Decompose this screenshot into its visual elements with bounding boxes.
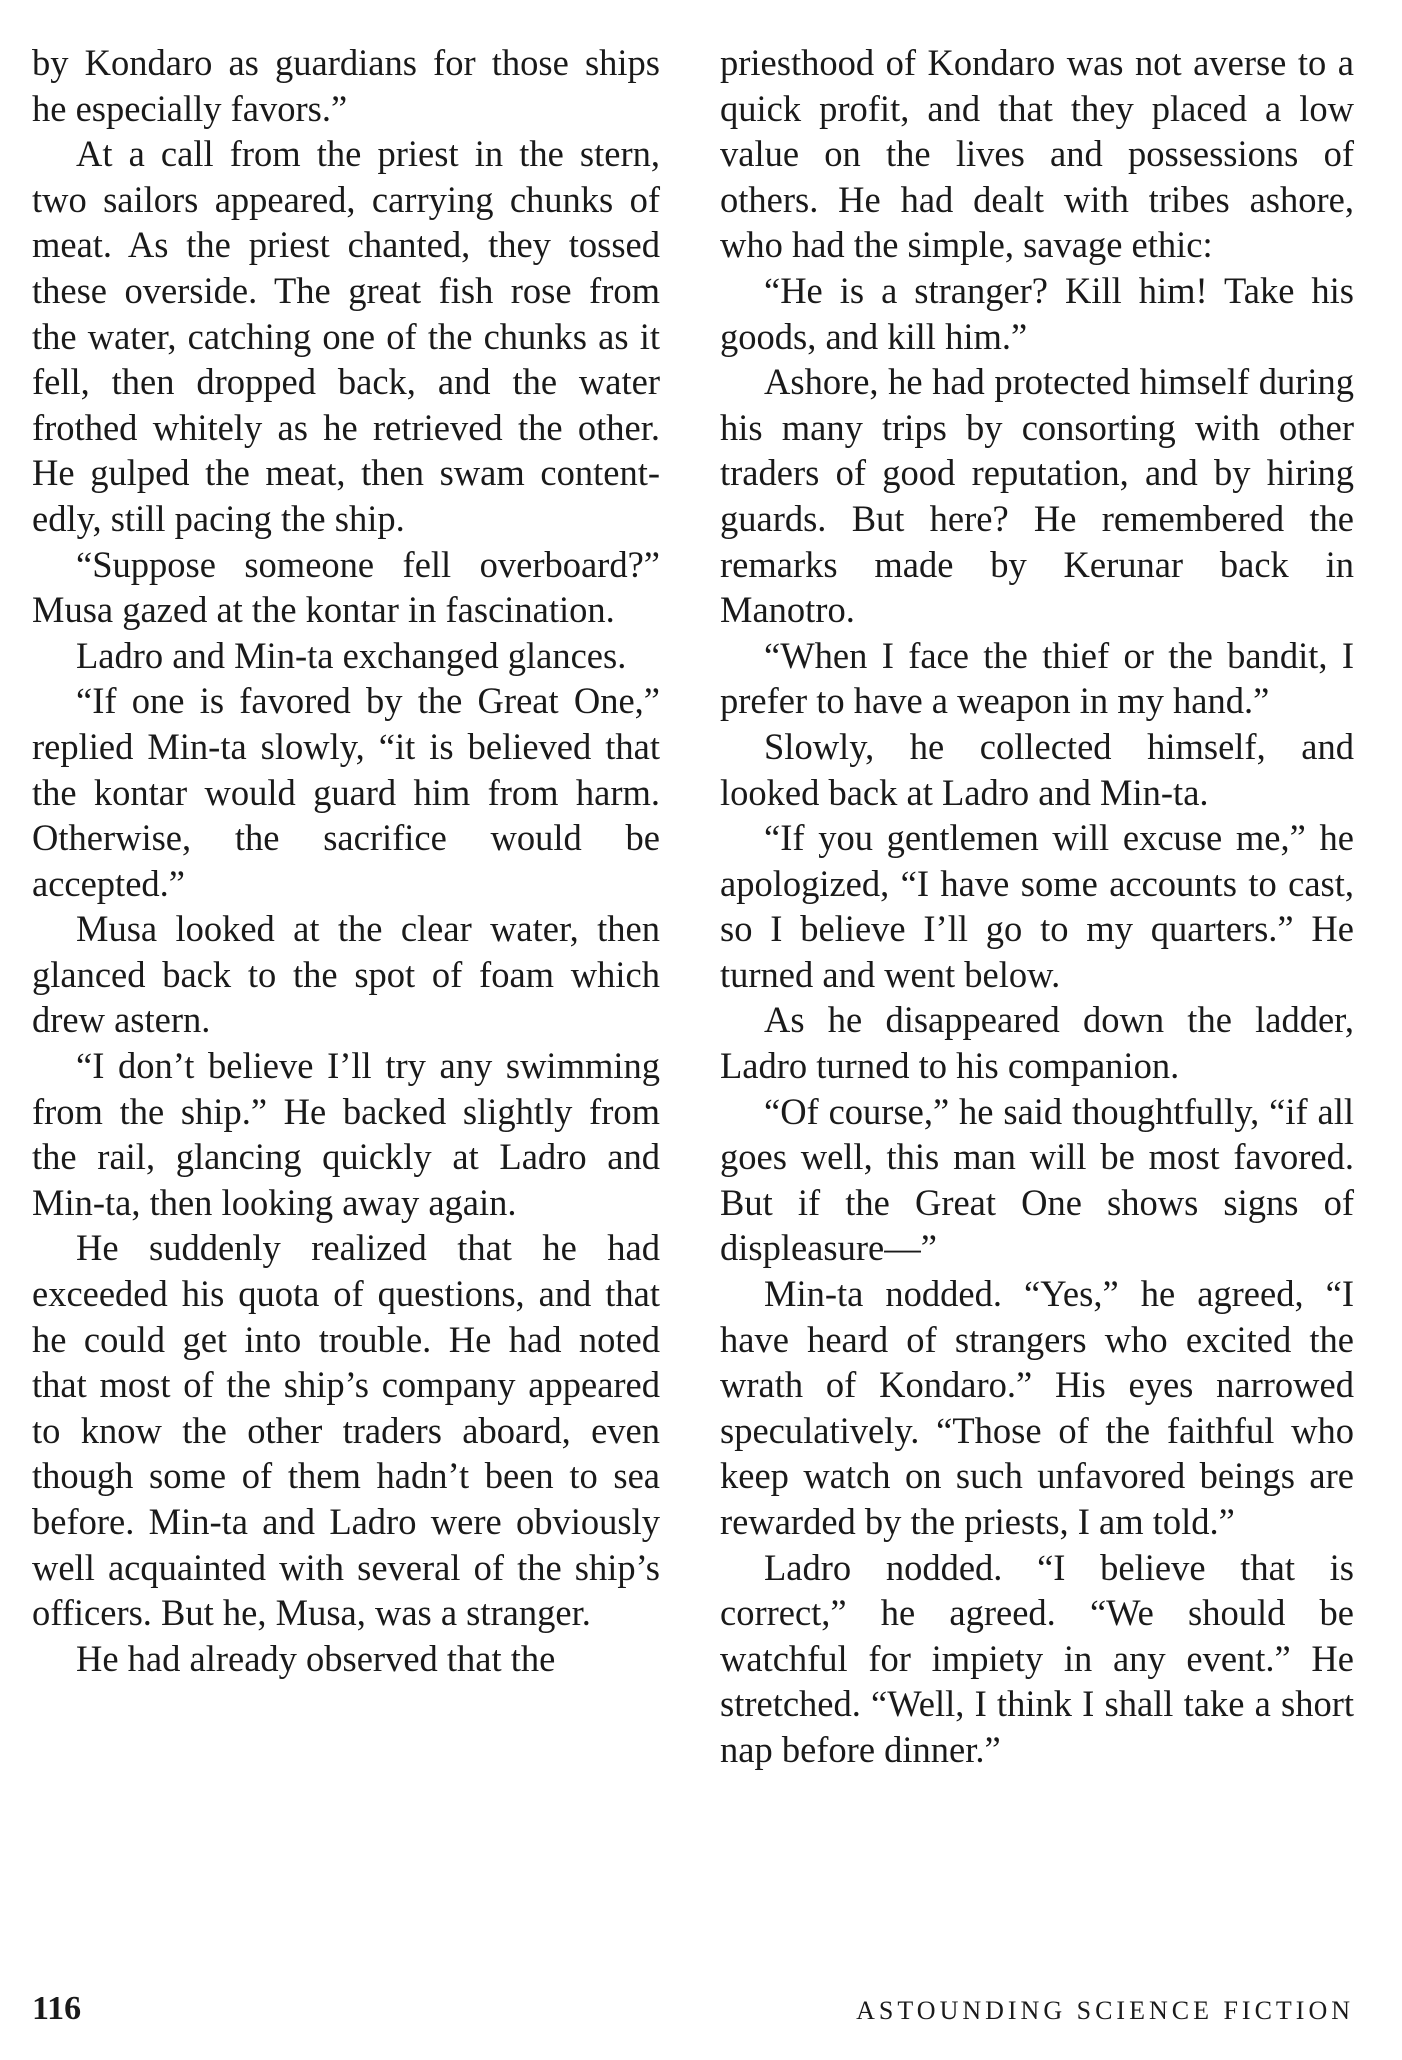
paragraph: “If one is favored by the Great One,” replied Min-ta slowly, “it is believed that the kontar would guard him from harm. Otherwise, the sacrifice would be accepted.” [32, 680, 660, 904]
paragraph: He had already observed that the [76, 1637, 556, 1679]
paragraph: At a call from the priest in the stern, two sailors appeared, carrying chunks of meat. As the priest chanted, they tossed these overside. The great fish rose from the water, catching one of the chunks as it fell, then dropped back, and the water frothed whitely as he retrieved the other. He gulped the meat, then swam contentedly, still pacing the ship. [32, 133, 660, 539]
page-number: 116 [32, 1990, 82, 2027]
paragraph: As he disappeared down the ladder, Ladro turned to his companion. [720, 999, 1354, 1087]
paragraph: Ladro nodded. “I believe that is correct,” he agreed. “We should be watchful for impiety in any event.” He stretched. “Well, I think I shall take a short nap before dinner.” [720, 1546, 1354, 1770]
paragraph: “Of course,” he said thoughtfully, “if all goes well, this man will be most favored. But if the Great One shows signs of displeasure—” [720, 1090, 1354, 1269]
paragraph: “I don’t believe I’ll try any swimming from the ship.” He backed slightly from the rail, glancing quickly at Ladro and Min-ta, then looking away again. [32, 1045, 660, 1223]
running-title: ASTOUNDING SCIENCE FICTION [856, 1996, 1354, 2025]
paragraph: Ladro and Min-ta exchanged glances. [76, 634, 627, 676]
paragraph: Musa looked at the clear water, then glanced back to the spot of foam which drew astern. [32, 908, 660, 1041]
right-text-column [720, 40, 1354, 1773]
paragraph: “If you gentlemen will excuse me,” he apologized, “I have some accounts to cast, so I believe I’ll go to my quarters.” He turned and went below. [720, 817, 1354, 995]
paragraph: by Kondaro as guardians for those ships he especially favors.” [32, 42, 660, 129]
paragraph: He suddenly realized that he had exceeded his quota of questions, and that he could get into trouble. He had noted that most of the ship’s company appeared to know the other traders aboard, even though some of them hadn’t been to sea before. Min-ta and Ladro were obviously well acquainted with several of the ship’s officers. But he, Musa, was a stranger. [32, 1227, 660, 1634]
paragraph: priesthood of Kondaro was not averse to a quick profit, and that they placed a low value on the lives and possessions of others. He had dealt with tribes ashore, who had the simple, savage ethic: [720, 42, 1354, 266]
paragraph: Ashore, he had protected himself during his many trips by consorting with other traders of good reputation, and by hiring guards. But here? He remembered the remarks made by Kerunar back in Manotro. [720, 361, 1354, 631]
left-text-column [32, 40, 660, 1681]
paragraph: Slowly, he collected himself, and looked back at Ladro and Min-ta. [720, 725, 1354, 813]
paragraph: Min-ta nodded. “Yes,” he agreed, “I have heard of strangers who excited the wrath of Kondaro.” His eyes narrowed speculatively. “Those of the faithful who keep watch on such unfavored beings are rewarded by the priests, I am told.” [720, 1273, 1354, 1542]
paragraph: “When I face the thief or the bandit, I prefer to have a weapon in my hand.” [720, 634, 1354, 722]
paragraph: “Suppose someone fell overboard?” Musa gazed at the kontar in fascination. [32, 543, 660, 631]
paragraph: “He is a stranger? Kill him! Take his goods, and kill him.” [720, 269, 1354, 357]
page-footer [32, 1990, 1354, 2038]
